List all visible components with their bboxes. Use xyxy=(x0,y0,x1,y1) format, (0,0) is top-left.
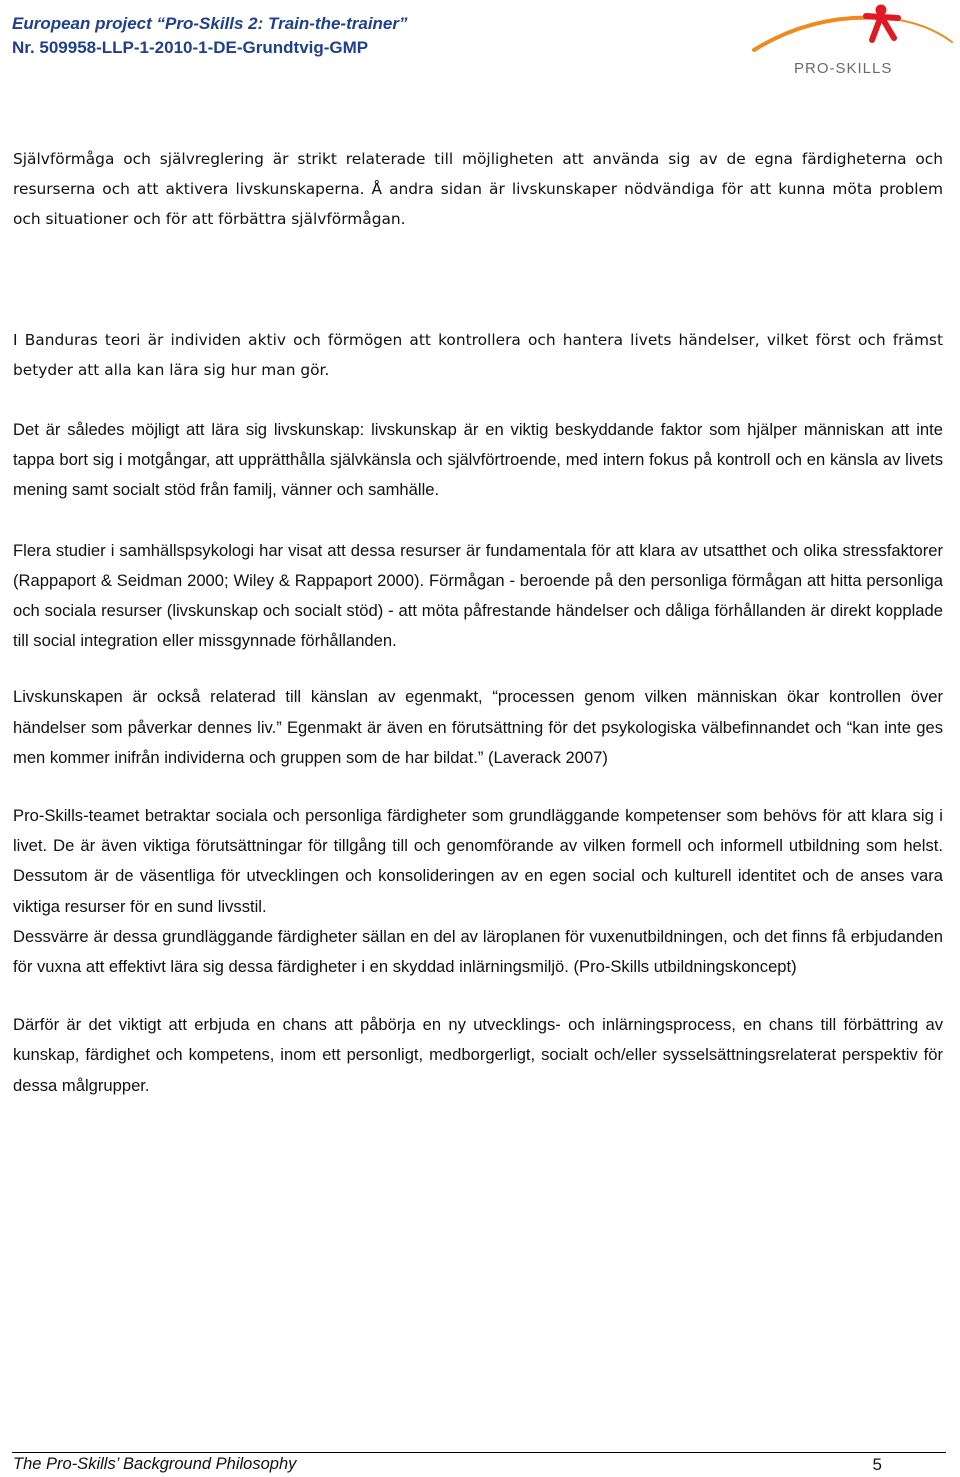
page-number: 5 xyxy=(872,1455,882,1474)
document-body xyxy=(13,144,943,1101)
logo-text: PRO-SKILLS xyxy=(794,60,893,77)
paragraph-4: Flera studier i samhällspsykologi har visat att dessa resurser är fundamentala för att klara av utsatthet och olika stressfaktorer (Rappaport & Seidman 2000; Wiley & Rappaport 2000). Förmågan - beroende på den personliga förmågan att hitta personliga och sociala resurser (livskunskap och socialt stöd) - att möta påfrestande händelser och dåliga förhållanden är direkt kopplade till social integration eller missgynnade förhållanden. xyxy=(13,540,943,651)
paragraph-7: Dessvärre är dessa grundläggande färdigheter sällan en del av läroplanen för vuxenutbildningen, och det finns få erbjudanden för vuxna att effektivt lära sig dessa färdigheter i en skyddad inlärningsmiljö. (Pro-Skills utbildningskoncept) xyxy=(13,926,943,977)
project-title: European project “Pro-Skills 2: Train-the-trainer” xyxy=(12,14,408,33)
paragraph-1: Självförmåga och självreglering är strikt relaterade till möjligheten att använda sig av de egna färdigheterna och resurserna och att aktivera livskunskaperna. Å andra sidan är livskunskaper nödvändiga för att kunna möta problem och situationer och för att förbättra självförmågan. xyxy=(13,150,943,229)
footer-title: The Pro-Skills’ Background Philosophy xyxy=(13,1455,297,1473)
paragraph-2: I Banduras teori är individen aktiv och förmögen att kontrollera och hantera livets händelser, vilket först och främst betyder att alla kan lära sig hur man gör. xyxy=(13,330,943,379)
paragraph-8: Därför är det viktigt att erbjuda en chans att påbörja en ny utvecklings- och inlärningsprocess, en chans till förbättring av kunskap, färdighet och kompetens, inom ett personligt, medborgerligt, socialt och/eller sysselsättningsrelaterat perspektiv för dessa målgrupper. xyxy=(13,1015,943,1095)
paragraph-6: Pro-Skills-teamet betraktar sociala och personliga färdigheter som grundläggande kompetenser som behövs för att klara sig i livet. De är även viktiga förutsättningar för tillgång till och genomförande av vilken formell och informell utbildning som helst. Dessutom är de väsentliga för utvecklingen och konsolideringen av en egen social och kulturell identitet och de anses vara viktiga resurser för en sund livsstil. xyxy=(13,806,943,916)
paragraph-5: Livskunskapen är också relaterad till känslan av egenmakt, “processen genom vilken människan ökar kontrollen över händelser som påverkar dennes liv.” Egenmakt är även en förutsättning för det psykologiska välbefinnandet och “kan inte ges men kommer inifrån individerna och gruppen som de har bildat.” (Laverack 2007) xyxy=(13,687,943,767)
project-number: Nr. 509958-LLP-1-2010-1-DE-Grundtvig-GMP xyxy=(12,38,369,57)
document-header xyxy=(12,12,408,60)
paragraph-3: Det är således möjligt att lära sig livskunskap: livskunskap är en viktig beskyddande faktor som hjälper människan att inte tappa bort sig i motgångar, att upprätthålla självkänsla och självförtroende, med intern fokus på kontroll och en känsla av livets mening samt socialt stöd från familj, vänner och samhälle. xyxy=(13,420,943,500)
pro-skills-logo xyxy=(752,2,958,82)
